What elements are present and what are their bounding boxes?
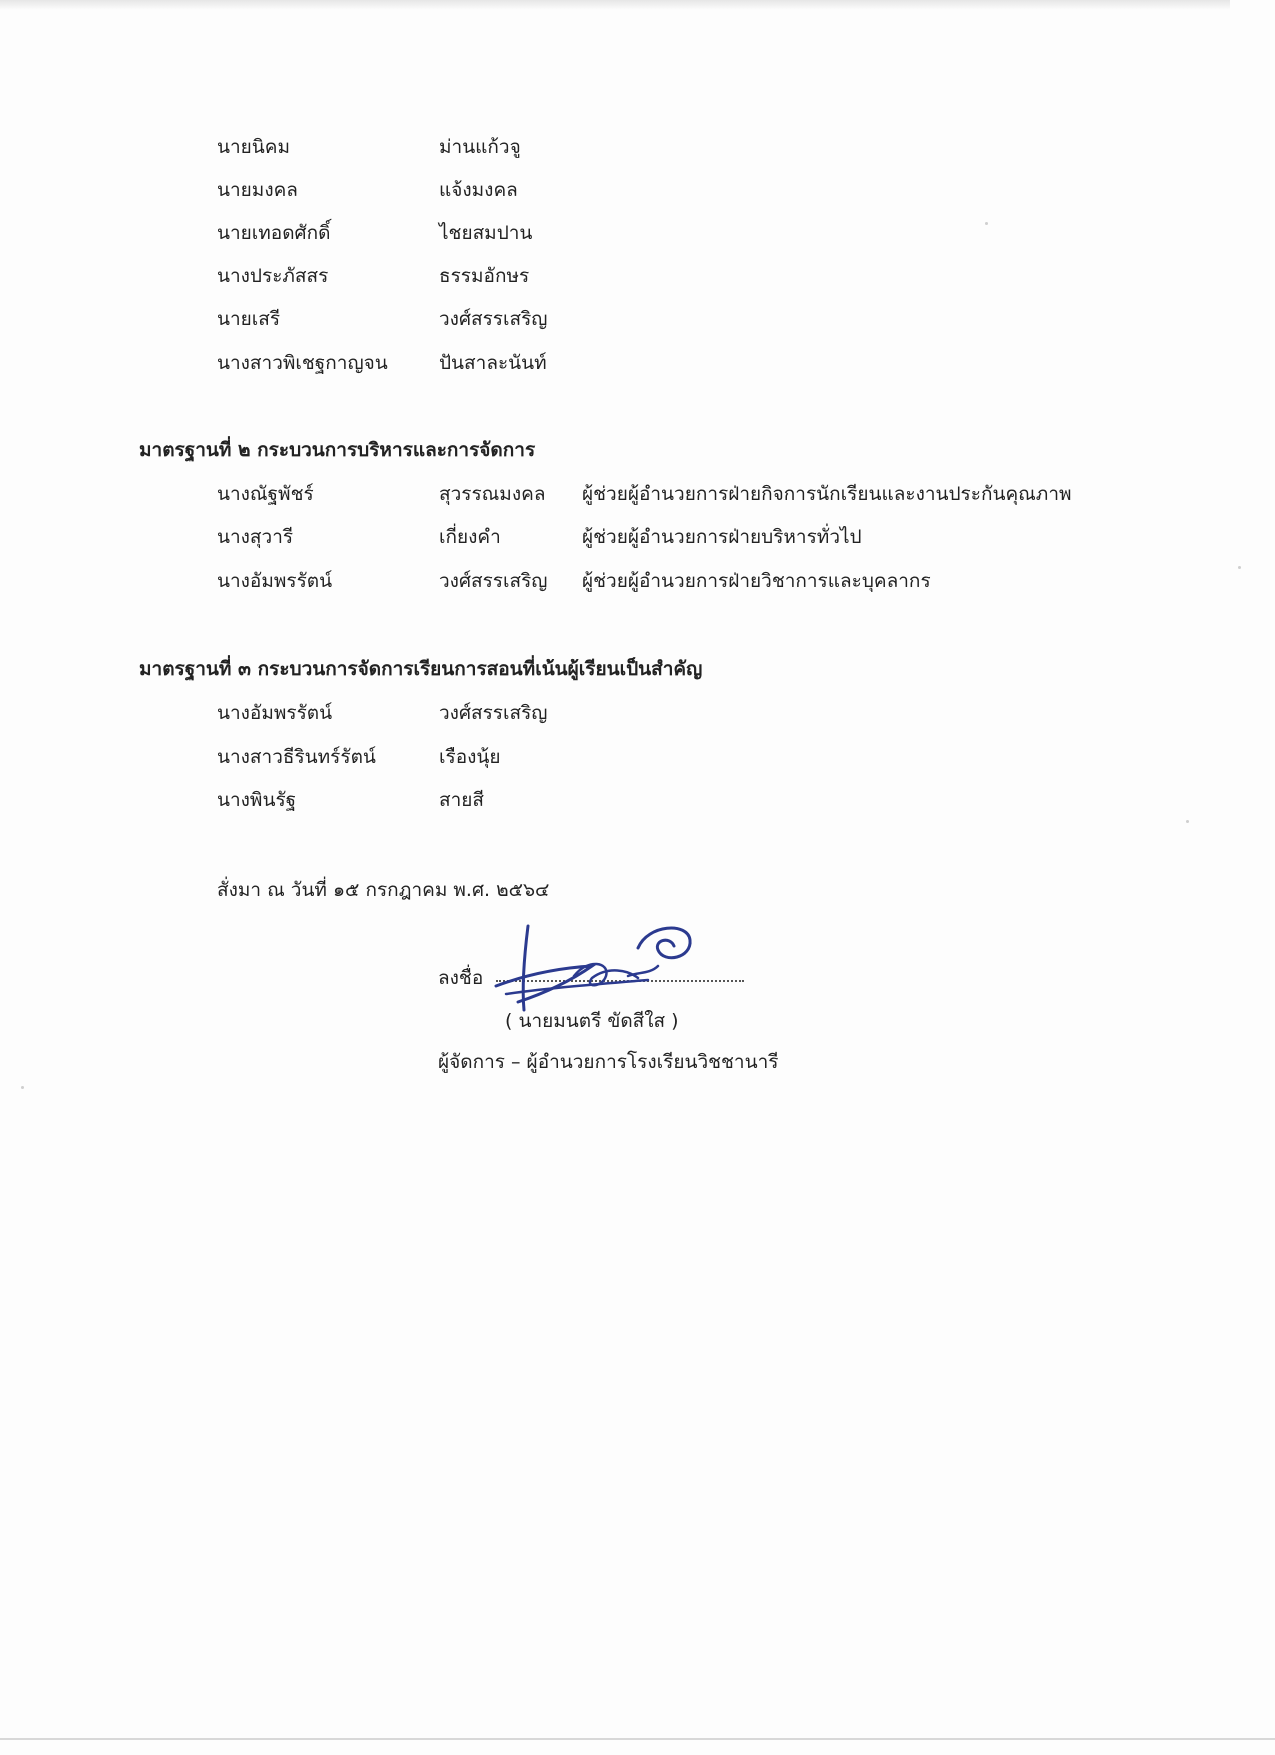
member-first-name: นายนิคม <box>217 136 291 158</box>
standard-2-heading: มาตรฐานที่ ๒ กระบวนการบริหารและการจัดการ <box>139 439 536 461</box>
member-role: ผู้ช่วยผู้อำนวยการฝ่ายบริหารทั่วไป <box>582 526 862 548</box>
signer-name: ( นายมนตรี ขัดสีใส ) <box>505 1010 679 1032</box>
member-first-name: นายเสรี <box>217 308 281 330</box>
member-last-name: ธรรมอักษร <box>439 265 530 287</box>
member-first-name: นางสุวารี <box>217 526 294 548</box>
scan-speck <box>1186 820 1189 823</box>
scan-bottom-edge <box>0 1738 1275 1740</box>
member-first-name: นายเทอดศักดิ์ <box>217 222 331 244</box>
scan-speck <box>21 1086 24 1089</box>
scan-speck <box>1238 566 1241 569</box>
member-first-name: นางสาวธีรินทร์รัตน์ <box>217 746 376 768</box>
member-last-name: ไชยสมปาน <box>439 222 533 244</box>
sign-label: ลงชื่อ <box>438 967 484 989</box>
member-first-name: นางสาวพิเชฐกาญจน <box>217 352 388 374</box>
member-last-name: ปันสาละนันท์ <box>439 352 547 374</box>
handwritten-signature <box>488 918 708 1014</box>
member-last-name: วงศ์สรรเสริญ <box>439 570 548 592</box>
member-last-name: สุวรรณมงคล <box>439 483 546 505</box>
member-first-name: นางพินรัฐ <box>217 789 297 811</box>
member-first-name: นางอัมพรรัตน์ <box>217 702 333 724</box>
member-last-name: วงศ์สรรเสริญ <box>439 308 548 330</box>
scan-speck <box>985 222 988 225</box>
member-last-name: เรืองนุ้ย <box>439 746 501 768</box>
member-last-name: เกี่ยงคำ <box>439 526 501 548</box>
member-last-name: วงศ์สรรเสริญ <box>439 702 548 724</box>
member-role: ผู้ช่วยผู้อำนวยการฝ่ายกิจการนักเรียนและงานประกันคุณภาพ <box>582 483 1072 505</box>
signer-position: ผู้จัดการ – ผู้อำนวยการโรงเรียนวิชชานารี <box>438 1051 779 1073</box>
member-last-name: แจ้งมงคล <box>439 179 518 201</box>
member-first-name: นางอัมพรรัตน์ <box>217 570 333 592</box>
order-date: สั่งมา ณ วันที่ ๑๕ กรกฎาคม พ.ศ. ๒๕๖๔ <box>217 879 550 901</box>
member-last-name: ม่านแก้วจู <box>439 136 521 158</box>
member-first-name: นายมงคล <box>217 179 298 201</box>
member-first-name: นางณัฐพัชร์ <box>217 483 314 505</box>
standard-3-heading: มาตรฐานที่ ๓ กระบวนการจัดการเรียนการสอนที่เน้นผู้เรียนเป็นสำคัญ <box>139 658 703 680</box>
member-last-name: สายสี <box>439 789 484 811</box>
scan-top-edge <box>0 0 1230 10</box>
member-first-name: นางประภัสสร <box>217 265 329 287</box>
member-role: ผู้ช่วยผู้อำนวยการฝ่ายวิชาการและบุคลากร <box>582 570 931 592</box>
